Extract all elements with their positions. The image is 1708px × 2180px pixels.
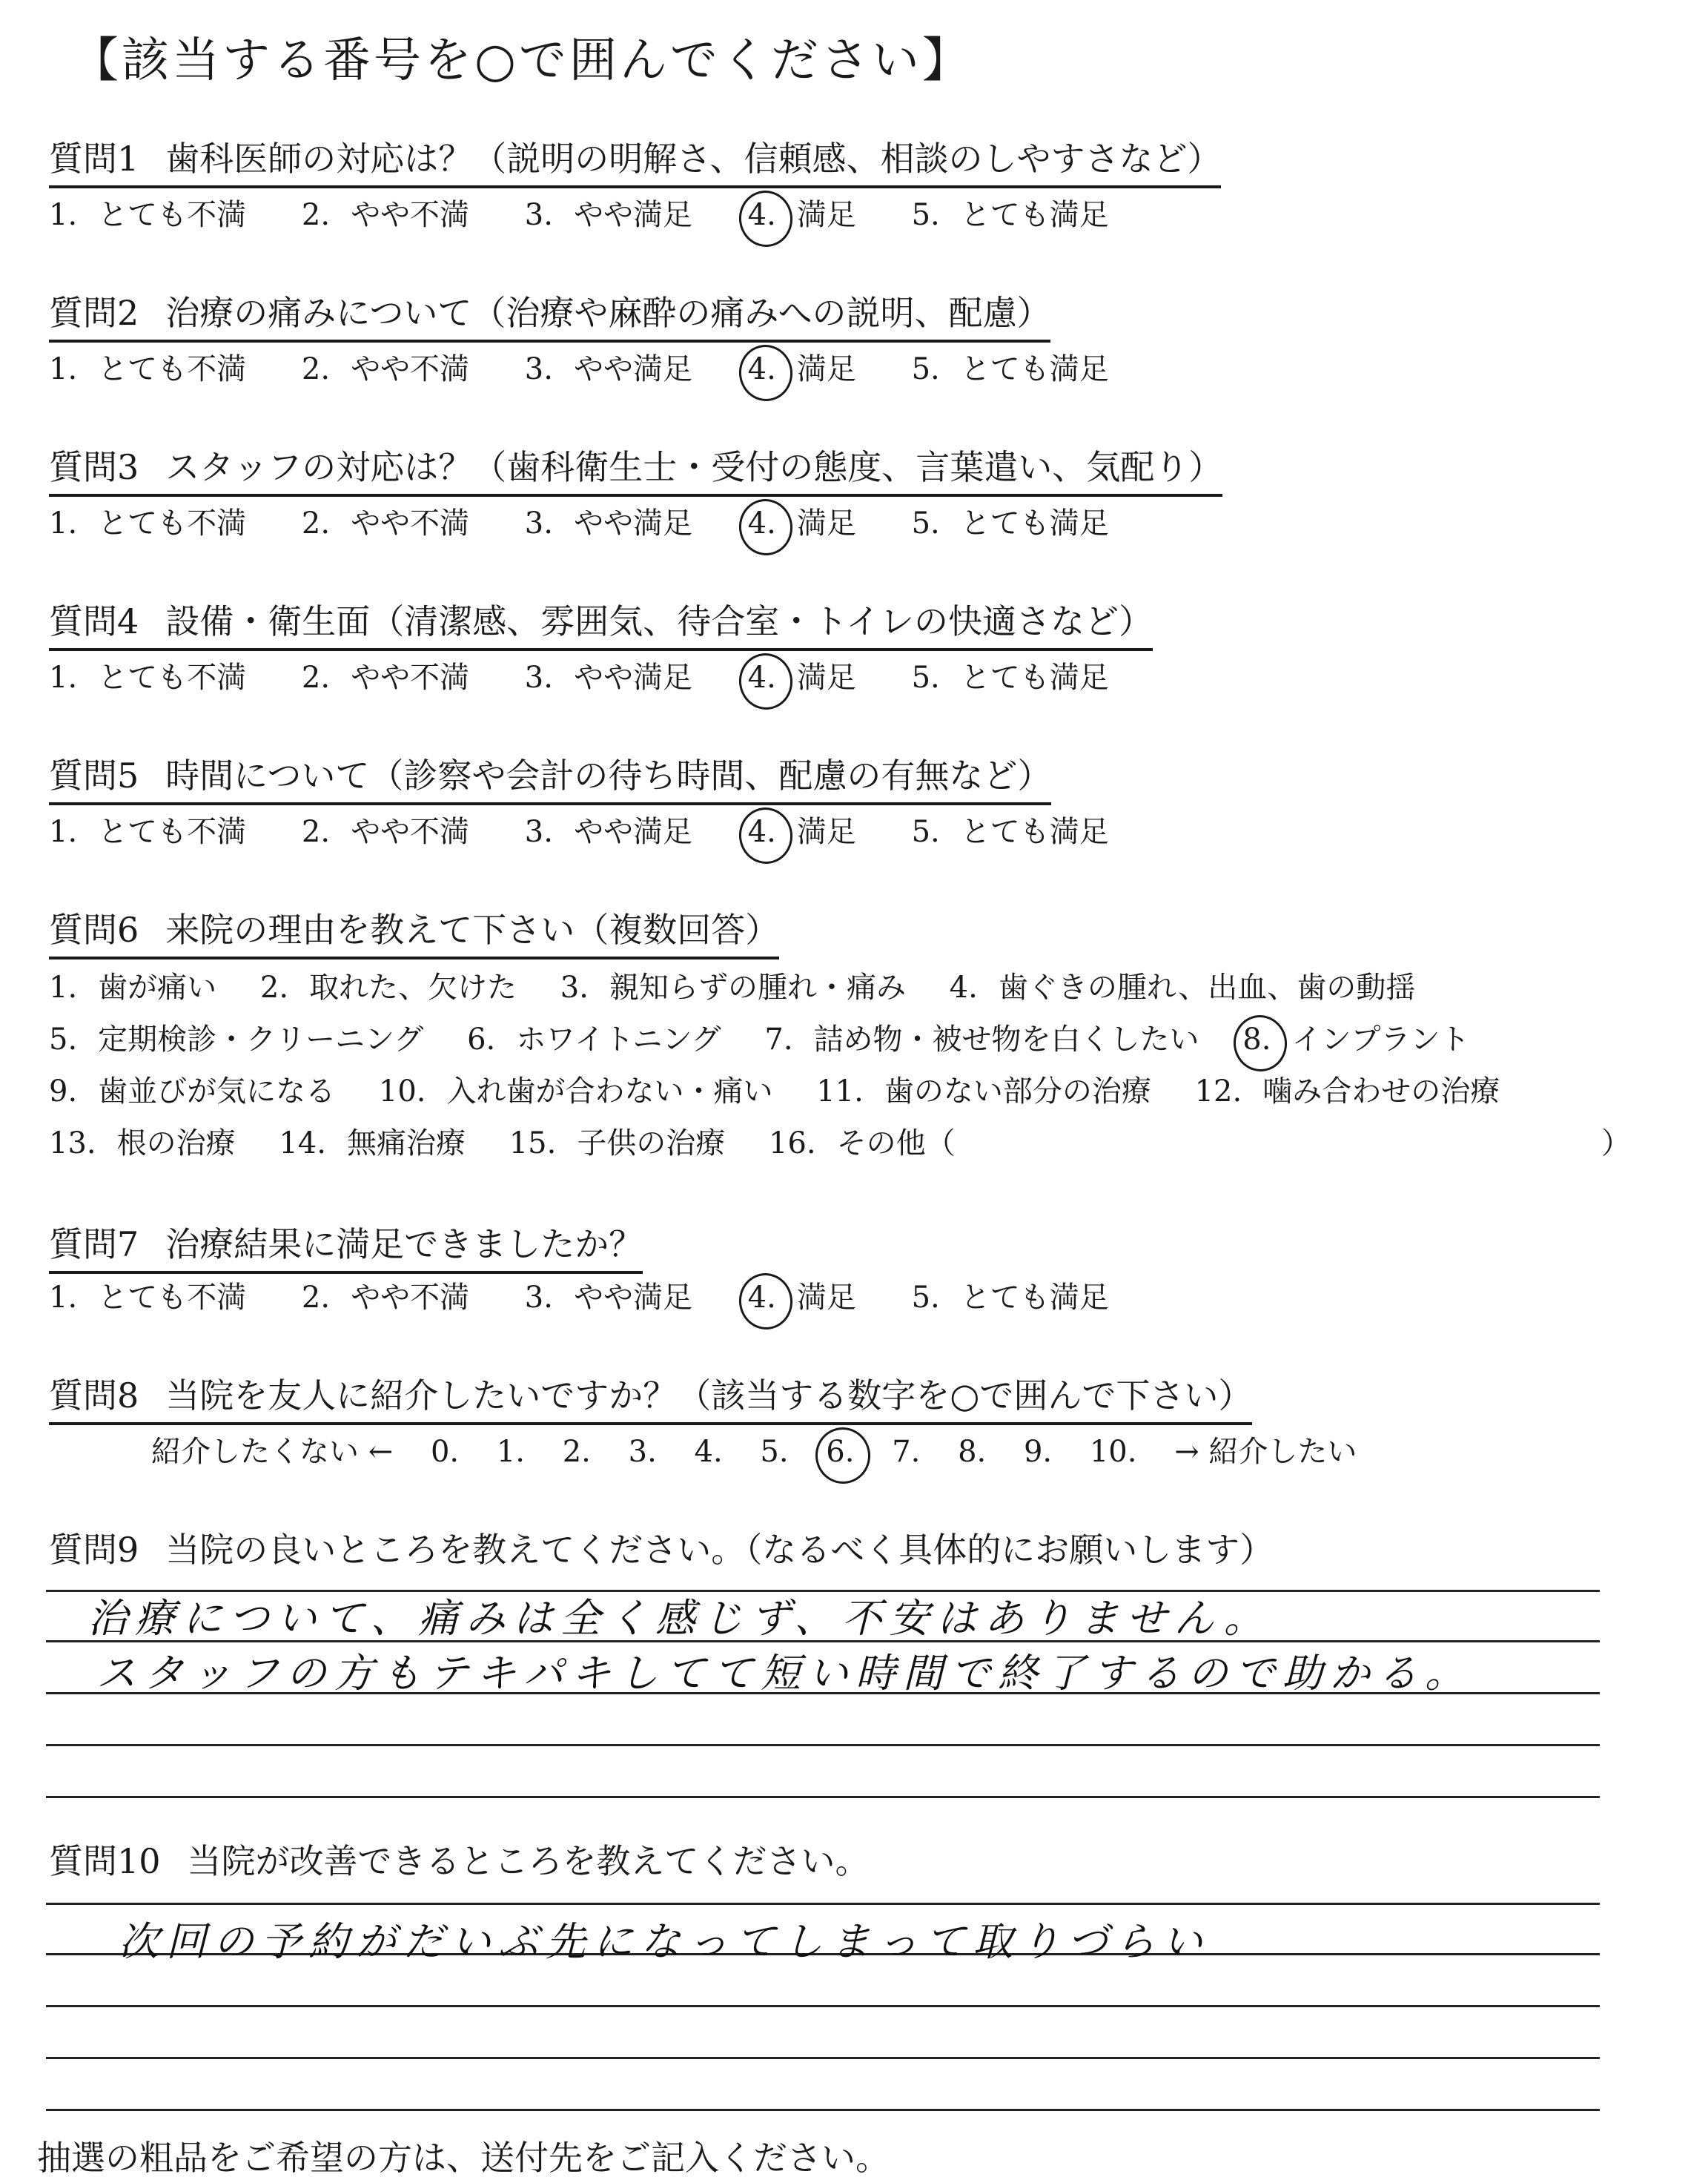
option-1[interactable]: 1. とても不満	[49, 198, 247, 232]
scale-7[interactable]: 7.	[892, 1435, 921, 1469]
question-text: 当院の良いところを教えてください。（なるべく具体的にお願いします）	[165, 1530, 1274, 1570]
option-2[interactable]: 2. やや不満	[301, 815, 470, 849]
answer-line	[46, 2057, 1600, 2059]
option-4-selected[interactable]: 4. 満足	[747, 352, 856, 386]
reason-2[interactable]: 2. 取れた、欠けた	[259, 971, 517, 1005]
option-3[interactable]: 3. やや満足	[524, 198, 692, 232]
question-number: 質問2	[49, 293, 139, 333]
question-text: 当院が改善できるところを教えてください。	[187, 1841, 870, 1881]
option-5[interactable]: 5. とても満足	[911, 506, 1109, 541]
question-3-options	[49, 500, 1155, 542]
reason-9[interactable]: 9. 歯並びが気になる	[49, 1074, 336, 1109]
question-5-title	[49, 749, 1051, 805]
scale-right-label: → 紹介したい	[1174, 1435, 1357, 1469]
question-number: 質問10	[49, 1841, 161, 1881]
question-10-title	[49, 1834, 870, 1888]
reason-1[interactable]: 1. 歯が痛い	[49, 971, 217, 1005]
question-number: 質問4	[49, 601, 139, 641]
question-4-title	[49, 595, 1153, 651]
question-text: 設備・衛生面（清潔感、雰囲気、待合室・トイレの快適さなど）	[165, 601, 1153, 641]
reason-row-2	[49, 1016, 1503, 1058]
other-close-paren: ）	[1601, 1126, 1631, 1160]
reason-4[interactable]: 4. 歯ぐきの腫れ、出血、歯の動揺	[949, 971, 1416, 1005]
reason-15[interactable]: 15. 子供の治療	[509, 1126, 726, 1160]
option-1[interactable]: 1. とても不満	[49, 661, 247, 695]
scale-8[interactable]: 8.	[958, 1435, 987, 1469]
question-7-options	[49, 1274, 1155, 1316]
question-text: 治療結果に満足できましたか？	[165, 1224, 643, 1264]
option-3[interactable]: 3. やや満足	[524, 506, 692, 541]
scale-2[interactable]: 2.	[562, 1435, 591, 1469]
option-2[interactable]: 2. やや不満	[301, 198, 470, 232]
question-1-title	[49, 132, 1221, 188]
option-4-selected[interactable]: 4. 満足	[747, 1281, 856, 1315]
reason-10[interactable]: 10. 入れ歯が合わない・痛い	[378, 1074, 773, 1109]
question-2-options	[49, 346, 1155, 388]
answer-line	[46, 1903, 1600, 1905]
question-number: 質問3	[49, 447, 139, 487]
option-4-selected[interactable]: 4. 満足	[747, 661, 856, 695]
scale-10[interactable]: 10.	[1089, 1435, 1137, 1469]
scale-1[interactable]: 1.	[496, 1435, 526, 1469]
option-1[interactable]: 1. とても不満	[49, 815, 247, 849]
reason-7[interactable]: 7. 詰め物・被せ物を白くしたい	[764, 1023, 1199, 1057]
question-text: 歯科医師の対応は？（説明の明解さ、信頼感、相談のしやすさなど）	[165, 139, 1222, 179]
answer-line	[46, 1744, 1600, 1746]
question-7-title	[49, 1218, 643, 1274]
reason-8-selected[interactable]: 8. インプラント	[1242, 1023, 1470, 1057]
option-5[interactable]: 5. とても満足	[911, 661, 1109, 695]
option-1[interactable]: 1. とても不満	[49, 506, 247, 541]
option-4-selected[interactable]: 4. 満足	[747, 815, 856, 849]
question-number: 質問1	[49, 139, 139, 179]
scale-4[interactable]: 4.	[694, 1435, 723, 1469]
question-number: 質問9	[49, 1530, 139, 1570]
question-number: 質問6	[49, 910, 139, 950]
footer-note: 抽選の粗品をご希望の方は、送付先をご記入ください。	[37, 2138, 890, 2178]
q9-answer-line-1[interactable]: 治療について、痛みは全く感じず、不安はありません。	[87, 1595, 1271, 1642]
question-text: 治療の痛みについて（治療や麻酔の痛みへの説明、配慮）	[165, 293, 1051, 333]
scale-5[interactable]: 5.	[760, 1435, 789, 1469]
option-5[interactable]: 5. とても満足	[911, 1281, 1109, 1315]
question-text: スタッフの対応は？（歯科衛生士・受付の態度、言葉遣い、気配り）	[165, 447, 1223, 487]
reason-3[interactable]: 3. 親知らずの腫れ・痛み	[560, 971, 906, 1005]
reason-11[interactable]: 11. 歯のない部分の治療	[816, 1074, 1151, 1109]
scale-6-selected[interactable]: 6.	[826, 1435, 855, 1469]
option-5[interactable]: 5. とても満足	[911, 352, 1109, 386]
question-4-options	[49, 654, 1155, 696]
scale-9[interactable]: 9.	[1023, 1435, 1053, 1469]
question-5-options	[49, 808, 1155, 850]
question-9-title	[49, 1523, 1274, 1576]
answer-line	[46, 1796, 1600, 1798]
option-2[interactable]: 2. やや不満	[301, 1281, 470, 1315]
option-1[interactable]: 1. とても不満	[49, 1281, 247, 1315]
reason-14[interactable]: 14. 無痛治療	[279, 1126, 466, 1160]
question-text: 当院を友人に紹介したいですか？（該当する数字を○で囲んで下さい）	[165, 1375, 1253, 1416]
page-title: 【該当する番号を○で囲んでください】	[71, 33, 973, 88]
reason-row-4	[49, 1120, 990, 1162]
answer-line	[46, 2109, 1600, 2111]
question-6-title	[49, 903, 779, 959]
question-number: 質問8	[49, 1375, 139, 1416]
option-5[interactable]: 5. とても満足	[911, 198, 1109, 232]
q9-answer-line-2[interactable]: スタッフの方もテキパキしてて短い時間で終了するので助かる。	[96, 1650, 1472, 1697]
option-2[interactable]: 2. やや不満	[301, 506, 470, 541]
reason-row-1	[49, 964, 1449, 1006]
question-2-title	[49, 286, 1050, 343]
recommend-scale	[151, 1428, 1385, 1470]
option-3[interactable]: 3. やや満足	[524, 352, 692, 386]
option-2[interactable]: 2. やや不満	[301, 352, 470, 386]
question-text: 来院の理由を教えて下さい（複数回答）	[165, 910, 780, 950]
reason-13[interactable]: 13. 根の治療	[49, 1126, 236, 1160]
option-4-selected[interactable]: 4. 満足	[747, 506, 856, 541]
option-5[interactable]: 5. とても満足	[911, 815, 1109, 849]
option-4-selected[interactable]: 4. 満足	[747, 198, 856, 232]
option-3[interactable]: 3. やや満足	[524, 815, 692, 849]
question-1-options	[49, 191, 1155, 234]
question-8-title	[49, 1369, 1252, 1425]
q10-answer-line-1[interactable]: 次回の予約がだいぶ先になってしまって取りづらい	[119, 1918, 1210, 1965]
reason-5[interactable]: 5. 定期検診・クリーニング	[49, 1023, 424, 1057]
reason-6[interactable]: 6. ホワイトニング	[467, 1023, 721, 1057]
scale-0[interactable]: 0.	[430, 1435, 460, 1469]
option-3[interactable]: 3. やや満足	[524, 661, 692, 695]
question-3-title	[49, 440, 1222, 497]
scale-left-label: 紹介したくない ←	[151, 1435, 394, 1469]
reason-row-3	[49, 1068, 1534, 1110]
reason-16[interactable]: 16. その他（	[769, 1126, 956, 1160]
option-1[interactable]: 1. とても不満	[49, 352, 247, 386]
reason-12[interactable]: 12. 噛み合わせの治療	[1194, 1074, 1500, 1109]
question-number: 質問7	[49, 1224, 139, 1264]
scale-3[interactable]: 3.	[628, 1435, 657, 1469]
question-number: 質問5	[49, 756, 139, 796]
option-3[interactable]: 3. やや満足	[524, 1281, 692, 1315]
answer-line	[46, 2005, 1600, 2007]
option-2[interactable]: 2. やや不満	[301, 661, 470, 695]
question-text: 時間について（診察や会計の待ち時間、配慮の有無など）	[165, 756, 1052, 796]
